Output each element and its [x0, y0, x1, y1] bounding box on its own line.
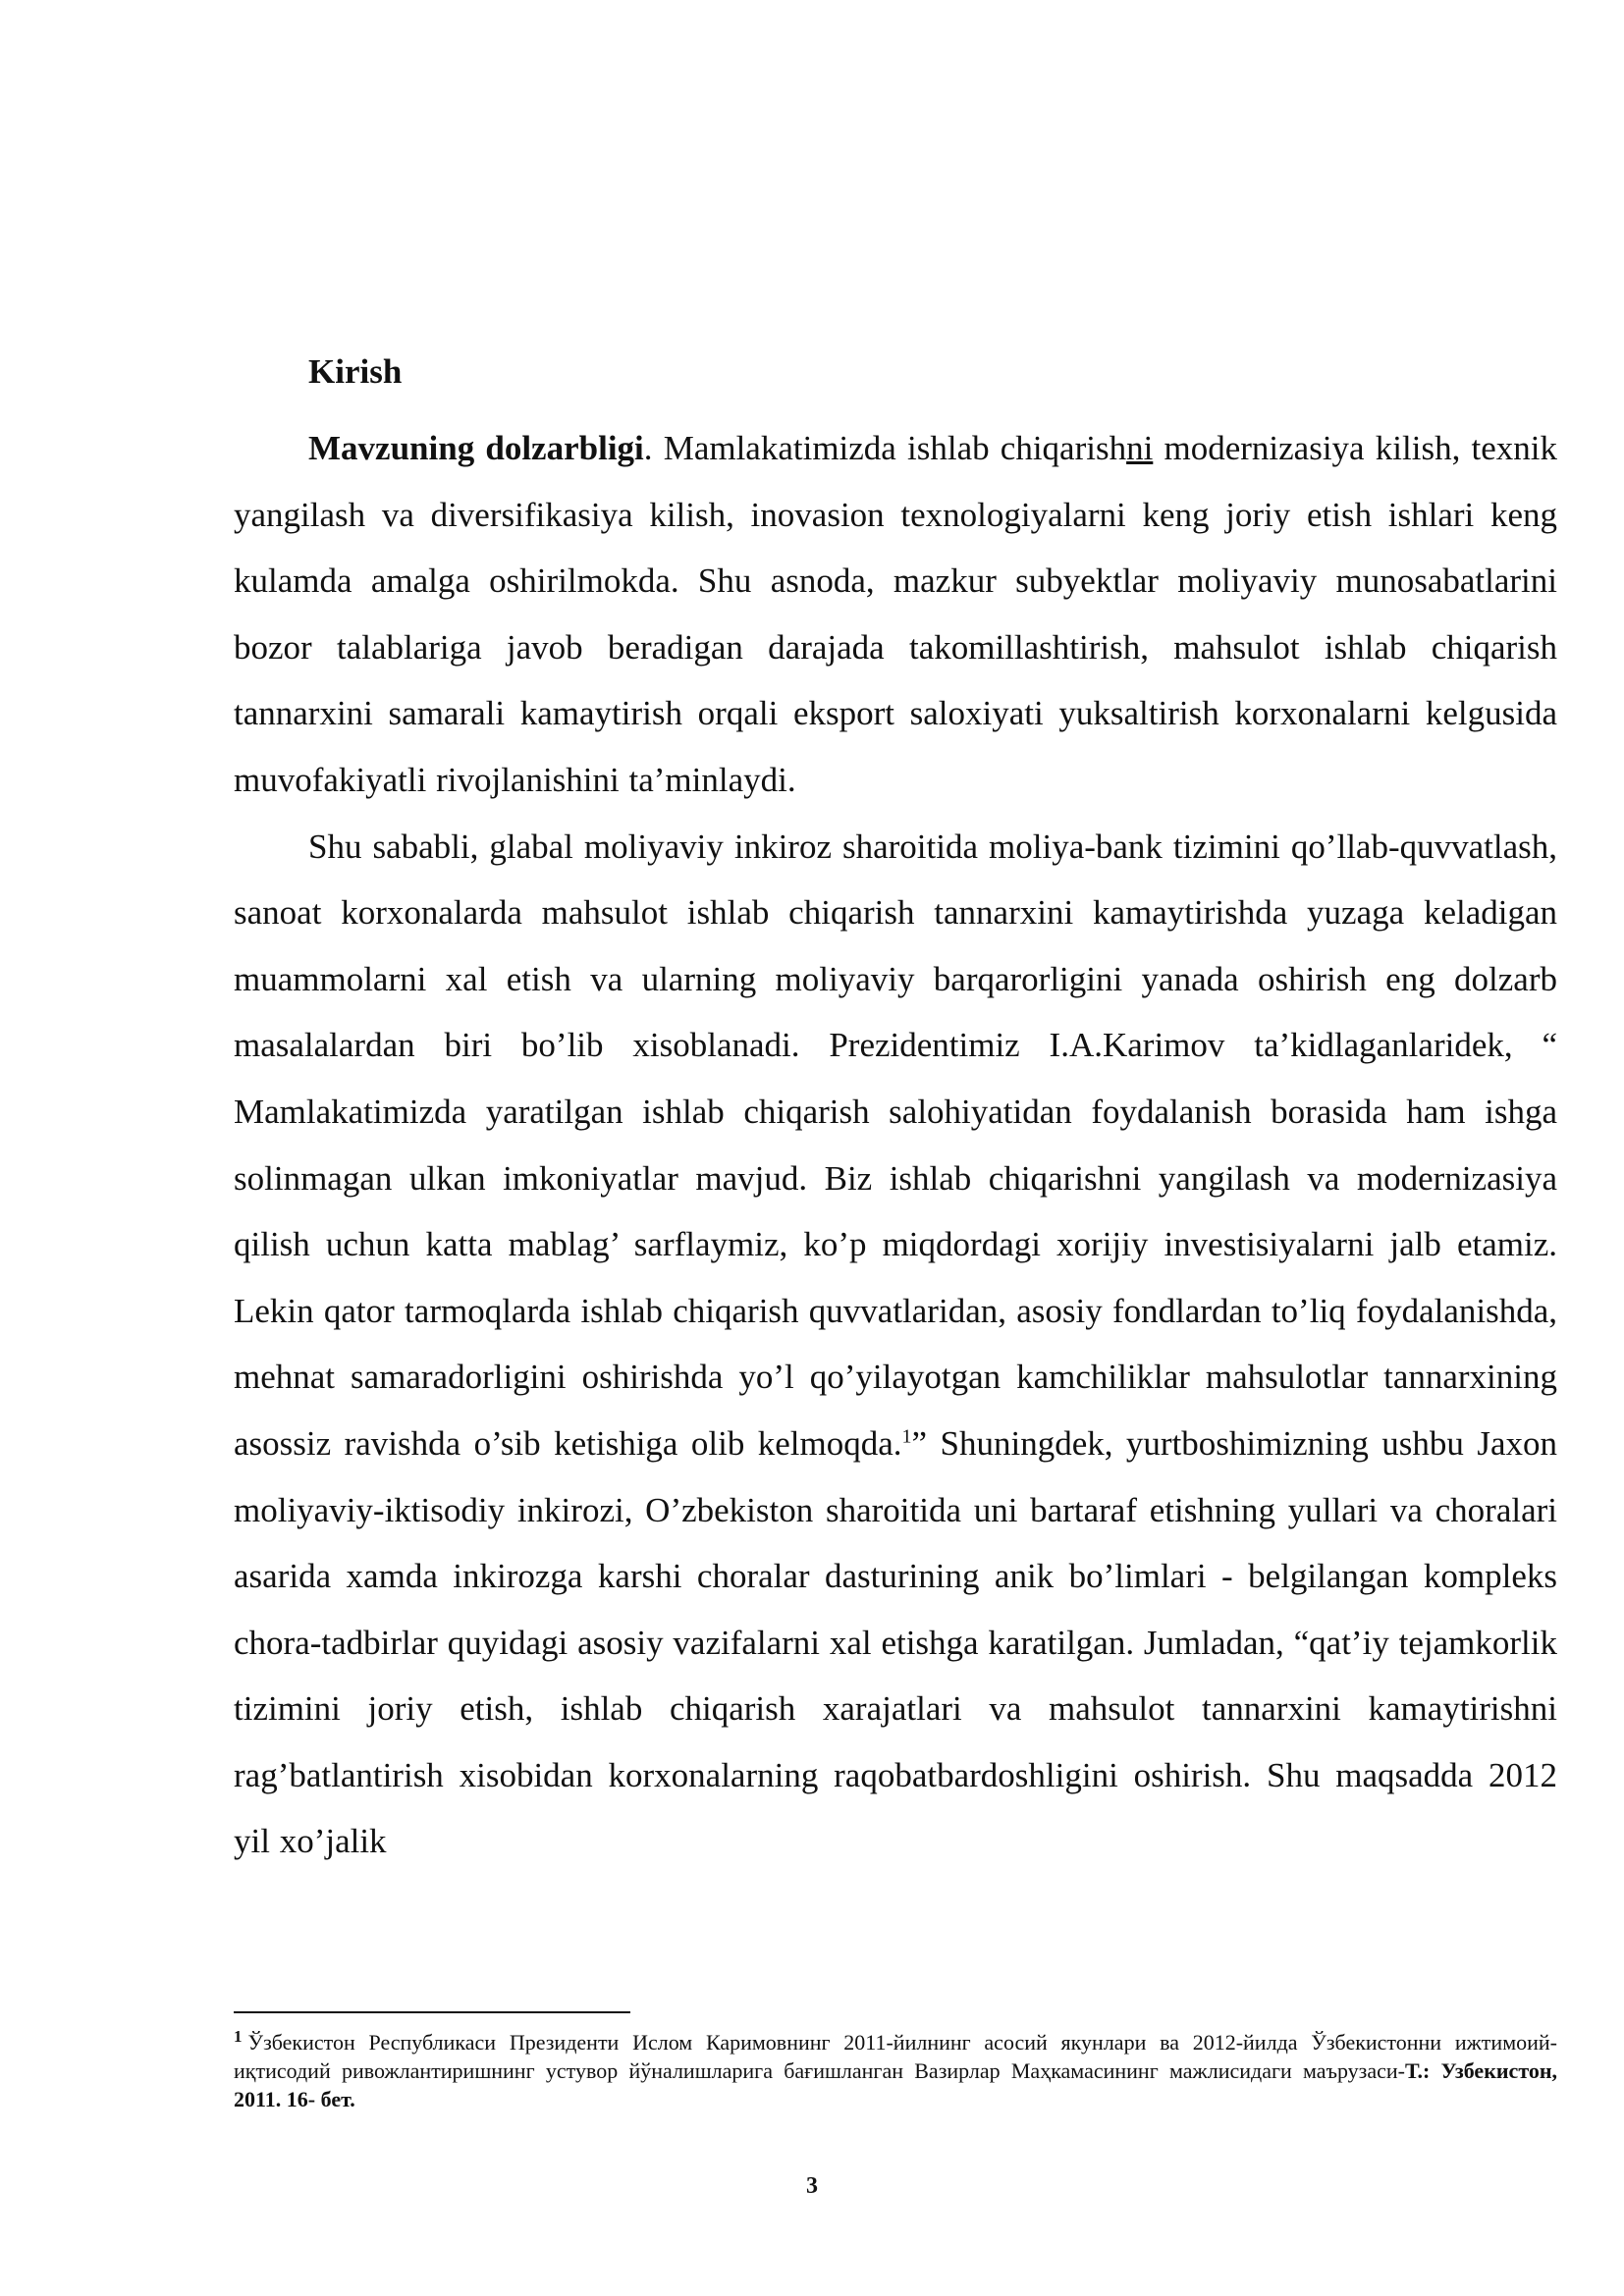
footnote-text: Ўзбекистон Республикаси Президенти Ислом Каримовнинг 2011-йилнинг асосий якунлари ва 2012-йилда Ўзбекистонни ижтимоий-иқтисодий ривожлантиришнинг устувор йўналишларига бағишланган Вазирлар Маҳкамасининг мажлисидаги маърузаси-: [234, 2030, 1557, 2083]
section-heading: Kirish: [308, 352, 403, 391]
footnote-mark: 1: [234, 2026, 243, 2046]
paragraph-text: ” Shuningdek, yurtboshimizning ushbu Jaxon moliyaviy-iktisodiy inkirozi, O’zbekiston sharoitida uni bartaraf etishning yullari va choralari asarida xamda inkirozga karshi choralar dasturining anik bo’limlari - belgilangan kompleks chora-tadbirlar quyidagi asosiy vazifalarni xal etishga karatilgan. Jumladan, “qat’iy tejamkorlik tizimini joriy etish, ishlab chiqarish xarajatlari va mahsulot tannarxini kamaytirishni rag’batlantirish xisobidan korxonalarning raqobatbardoshligini oshirish. Shu maqsadda 2012 yil xo’jalik: [234, 1423, 1557, 1861]
paragraph-lead: Mavzuning dolzarbligi: [308, 429, 644, 467]
paragraph-text: . Mamlakatimizda ishlab chiqarish: [643, 429, 1127, 467]
footnote-source: Т.: Узбекистон, 2011. 16- бет.: [234, 2058, 1558, 2111]
paragraph-relevance: [234, 415, 1557, 814]
paragraph-text: modernizasiya kilish, texnik yangilash va diversifikasiya kilish, inovasion texnologiyalarni keng joriy etish ishlari keng kulamda amalga oshirilmokda. Shu asnoda, mazkur subyektlar moliyaviy munosabatlarini bozor talablariga javob beradigan darajada takomillashtirish, mahsulot ishlab chiqarish tannarxini samarali kamaytirish orqali eksport saloxiyati yuksaltirish korxonalarni kelgusida muvofakiyatli rivojlanishini ta’minlaydi.: [234, 429, 1557, 799]
footnote: [234, 2028, 1557, 2113]
page-number: 3: [806, 2173, 818, 2199]
footnote-separator: [234, 2011, 630, 2013]
paragraph-text: Shu sababli, glabal moliyaviy inkiroz sharoitida moliya-bank tizimini qo’llab-quvvatlash, sanoat korxonalarda mahsulot ishlab chiqarish tannarxini kamaytirishda yuzaga keladigan muammolarni xal etish va ularning moliyaviy barqarorligini yanada oshirish eng dolzarb masalalardan biri bo’lib xisoblanadi. Prezidentimiz I.A.Karimov ta’kidlaganlaridek, “ Mamlakatimizda yaratilgan ishlab chiqarish salohiyatidan foydalanish borasida ham ishga solinmagan ulkan imkoniyatlar mavjud. Biz ishlab chiqarishni yangilash va modernizasiya qilish uchun katta mablag’ sarflaymiz, ko’p miqdordagi xorijiy investisiyalarni jalb etamiz. Lekin qator tarmoqlarda ishlab chiqarish quvvatlaridan, asosiy fondlardan to’liq foydalanishda, mehnat samaradorligini oshirishda yo’l qo’yilayotgan kamchiliklar mahsulotlar tannarxining asossiz ravishda o’sib ketishiga olib kelmoqda.: [234, 827, 1557, 1463]
underlined-text: ni: [1126, 429, 1154, 467]
document-body: [234, 348, 1557, 1875]
paragraph-crisis: [234, 814, 1557, 1876]
footnote-reference[interactable]: 1: [901, 1425, 912, 1448]
